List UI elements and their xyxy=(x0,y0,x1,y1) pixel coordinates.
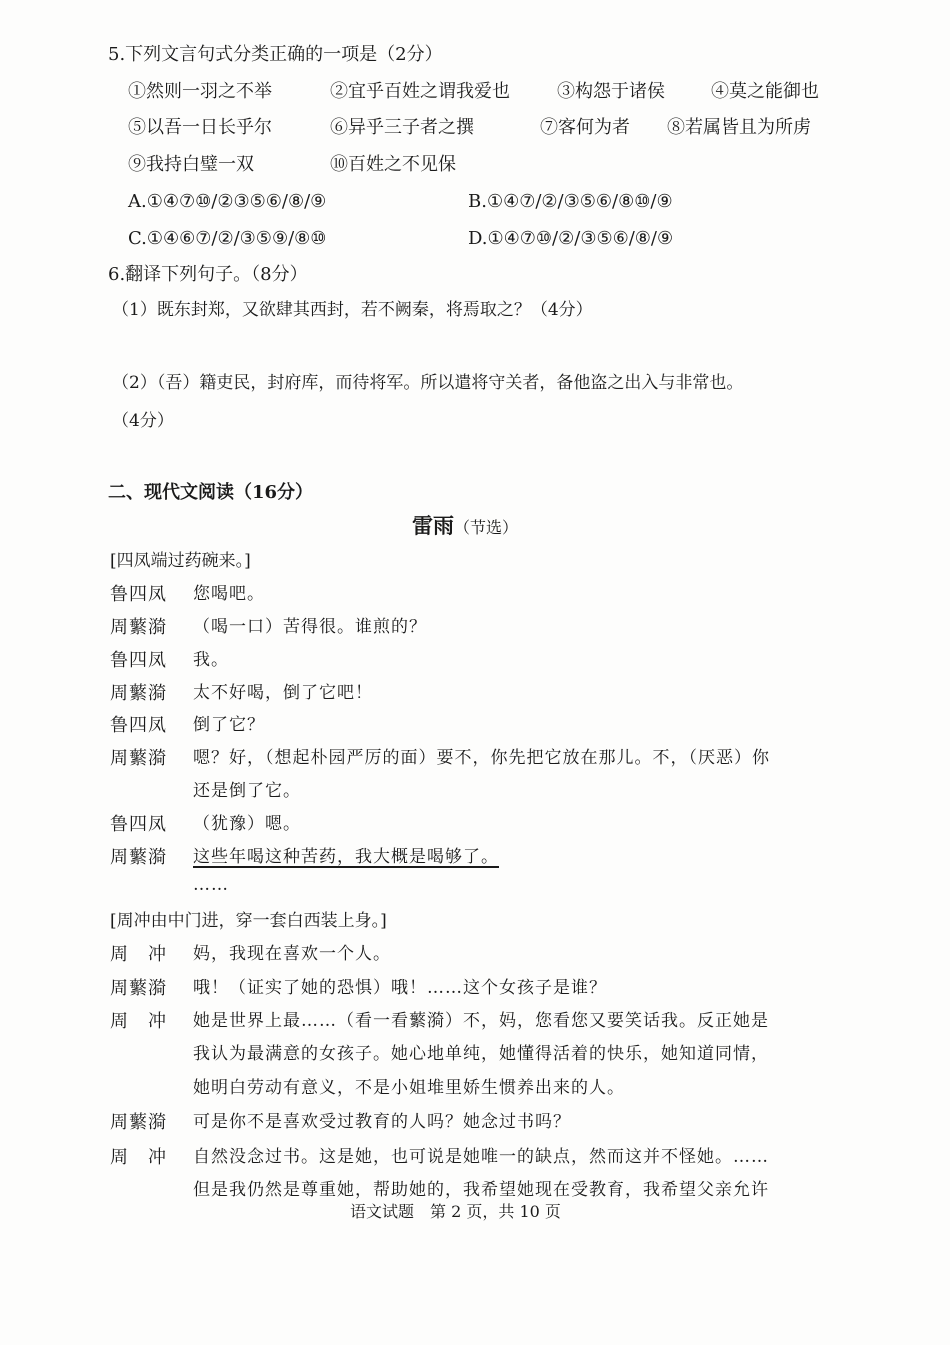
speaker: 周蘩漪 xyxy=(110,617,167,638)
dialogue-line: 嗯？好，（想起朴园严厉的面）要不，你先把它放在那儿。不，（厌恶）你 xyxy=(193,748,770,768)
stage-direction: [四凤端过药碗来。] xyxy=(110,551,251,571)
q6-stem: 6.翻译下列句子。（8分） xyxy=(108,264,308,285)
passage-title-note: （节选） xyxy=(454,518,519,537)
speaker: 鲁四凤 xyxy=(110,584,167,605)
dialogue-line: （犹豫）嗯。 xyxy=(193,814,301,834)
speaker: 周蘩漪 xyxy=(110,978,167,999)
section-heading: 二、现代文阅读（16分） xyxy=(108,482,314,503)
passage-title xyxy=(412,515,518,536)
underlined-dialogue-line: 这些年喝这种苦药，我大概是喝够了。 xyxy=(193,847,499,867)
speaker: 鲁四凤 xyxy=(110,715,167,736)
dialogue-line: 但是我仍然是尊重她，帮助她的，我希望她现在受教育，我希望父亲允许 xyxy=(193,1180,769,1200)
q6-sentence-2: （2）（吾）籍吏民，封府库，而待将军。所以遣将守关者，备他盗之出入与非常也。 xyxy=(112,373,744,393)
dialogue-line: （喝一口）苦得很。谁煎的？ xyxy=(193,617,427,637)
speaker: 周 冲 xyxy=(110,1147,167,1168)
q6-sentence-2-score: （4分） xyxy=(112,411,174,431)
dialogue-line: 太不好喝，倒了它吧！ xyxy=(193,683,373,703)
dialogue-line: 哦！（证实了她的恐惧）哦！……这个女孩子是谁？ xyxy=(193,978,607,998)
q5-stem: 5.下列文言句式分类正确的一项是（2分） xyxy=(108,44,443,65)
dialogue-line: 我认为最满意的女孩子。她心地单纯，她懂得活着的快乐，她知道同情， xyxy=(193,1044,769,1064)
dialogue-line: 您喝吧。 xyxy=(193,584,265,604)
passage-title-main: 雷雨 xyxy=(412,513,454,538)
dialogue-line: 她是世界上最……（看一看蘩漪）不，妈，您看您又要笑话我。反正她是 xyxy=(193,1011,769,1031)
speaker: 周蘩漪 xyxy=(110,683,167,704)
speaker: 周蘩漪 xyxy=(110,1112,167,1133)
dialogue-line: 倒了它？ xyxy=(193,715,265,735)
dialogue-line: 还是倒了它。 xyxy=(193,781,301,801)
q5-option-b: B.①④⑦/②/③⑤⑥/⑧⑩/⑨ xyxy=(468,191,673,212)
q5-item-2: ②宜乎百姓之谓我爱也 xyxy=(330,81,510,102)
q5-option-c: C.①④⑥⑦/②/③⑤⑨/⑧⑩ xyxy=(128,228,327,249)
q5-item-3: ③构怨于诸侯 xyxy=(557,81,665,102)
q5-option-a: A.①④⑦⑩/②③⑤⑥/⑧/⑨ xyxy=(128,191,327,212)
speaker: 周蘩漪 xyxy=(110,847,167,868)
dialogue-line: 可是你不是喜欢受过教育的人吗？她念过书吗？ xyxy=(193,1112,571,1132)
q5-item-1: ①然则一羽之不举 xyxy=(128,81,272,102)
page-footer: 语文试题 第 2 页，共 10 页 xyxy=(350,1202,561,1221)
speaker: 周 冲 xyxy=(110,1011,167,1032)
q5-item-8: ⑧若属皆且为所虏 xyxy=(667,117,811,138)
q5-item-4: ④莫之能御也 xyxy=(711,81,819,102)
q5-item-9: ⑨我持白璧一双 xyxy=(128,154,254,175)
dialogue-line: 自然没念过书。这是她，也可说是她唯一的缺点，然而这并不怪她。…… xyxy=(193,1147,769,1167)
q6-sentence-1: （1）既东封郑，又欲肆其西封，若不阙秦，将焉取之？（4分） xyxy=(112,300,593,320)
q5-item-10: ⑩百姓之不见保 xyxy=(330,154,456,175)
dialogue-line: 她明白劳动有意义，不是小姐堆里娇生惯养出来的人。 xyxy=(193,1078,625,1098)
speaker: 周蘩漪 xyxy=(110,748,167,769)
q5-item-7: ⑦客何为者 xyxy=(540,117,630,138)
q5-item-5: ⑤以吾一日长乎尔 xyxy=(128,117,272,138)
speaker: 鲁四凤 xyxy=(110,814,167,835)
speaker: 周 冲 xyxy=(110,944,167,965)
q5-item-6: ⑥异乎三子者之撰 xyxy=(330,117,474,138)
dialogue-line: 妈，我现在喜欢一个人。 xyxy=(193,944,391,964)
q5-option-d: D.①④⑦⑩/②/③⑤⑥/⑧/⑨ xyxy=(468,228,674,249)
stage-direction: [周冲由中门进，穿一套白西装上身。] xyxy=(110,911,387,931)
speaker: 鲁四凤 xyxy=(110,650,167,671)
dialogue-line: 我。 xyxy=(193,650,229,670)
ellipsis: …… xyxy=(193,875,229,895)
